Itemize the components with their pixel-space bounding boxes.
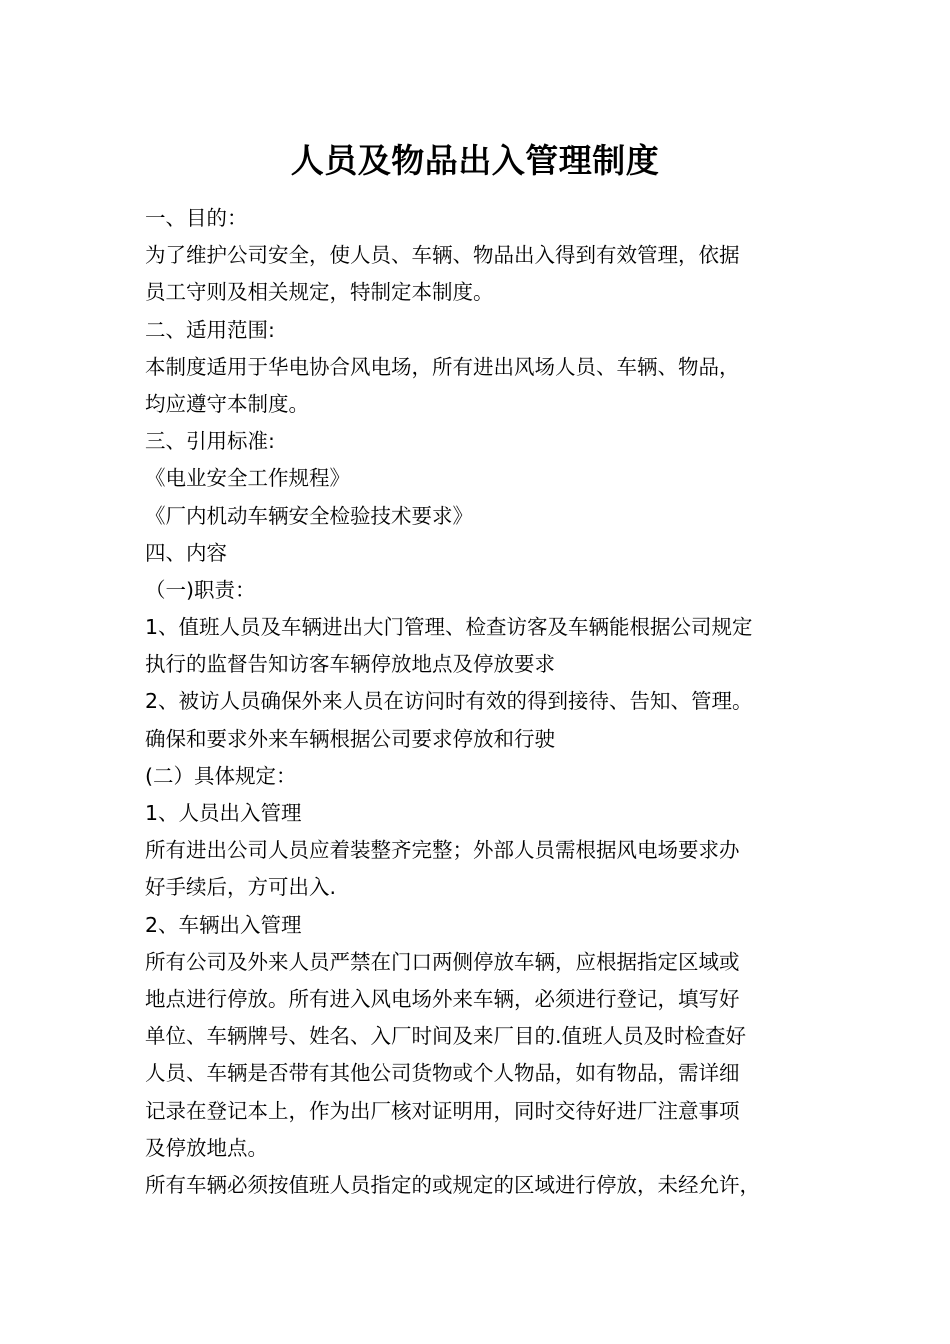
paragraph-line: 单位、车辆牌号、姓名、入厂时间及来厂目的.值班人员及时检查好 <box>145 1024 747 1049</box>
paragraph-line: 好手续后，方可出入. <box>145 875 337 900</box>
standard-reference: 《厂内机动车辆安全检验技术要求》 <box>145 503 473 528</box>
paragraph-line: 记录在登记本上，作为出厂核对证明用，同时交待好进厂注意事项 <box>145 1098 740 1123</box>
section-heading-content: 四、内容 <box>145 540 227 565</box>
subsection-heading-duties: （一)职责： <box>145 577 256 602</box>
item-heading-vehicles: 2、车辆出入管理 <box>145 912 302 937</box>
paragraph-line: 所有进出公司人员应着装整齐完整；外部人员需根据风电场要求办 <box>145 838 740 863</box>
paragraph-line: 1、值班人员及车辆进出大门管理、检查访客及车辆能根据公司规定 <box>145 615 753 640</box>
paragraph-line: 执行的监督告知访客车辆停放地点及停放要求 <box>145 652 555 677</box>
paragraph-line: 所有公司及外来人员严禁在门口两侧停放车辆，应根据指定区域或 <box>145 949 740 974</box>
document-body <box>145 200 825 1204</box>
paragraph-line: 均应遵守本制度。 <box>145 391 309 416</box>
subsection-heading-rules: (二）具体规定： <box>145 763 297 788</box>
section-heading-scope: 二、适用范围: <box>145 317 275 342</box>
standard-reference: 《电业安全工作规程》 <box>145 466 350 491</box>
section-heading-purpose: 一、目的： <box>145 206 248 230</box>
document-title: 人员及物品出入管理制度 <box>290 141 660 180</box>
paragraph-line: 及停放地点。 <box>145 1135 268 1160</box>
item-heading-personnel: 1、人员出入管理 <box>145 801 302 825</box>
section-heading-standards: 三、引用标准: <box>145 429 275 454</box>
paragraph-line: 地点进行停放。所有进入风电场外来车辆，必须进行登记，填写好 <box>145 986 740 1011</box>
paragraph-line: 人员、车辆是否带有其他公司货物或个人物品，如有物品，需详细 <box>145 1061 740 1086</box>
paragraph-line: 2、被访人员确保外来人员在访问时有效的得到接待、告知、管理。 <box>145 689 753 714</box>
paragraph-line: 员工守则及相关规定，特制定本制度。 <box>145 280 494 305</box>
paragraph-line: 确保和要求外来车辆根据公司要求停放和行驶 <box>145 726 555 751</box>
paragraph-line: 所有车辆必须按值班人员指定的或规定的区域进行停放，未经允许， <box>145 1172 760 1197</box>
paragraph-line: 为了维护公司安全，使人员、车辆、物品出入得到有效管理，依据 <box>145 243 740 268</box>
paragraph-line: 本制度适用于华电协合风电场，所有进出风场人员、车辆、物品， <box>145 354 740 379</box>
